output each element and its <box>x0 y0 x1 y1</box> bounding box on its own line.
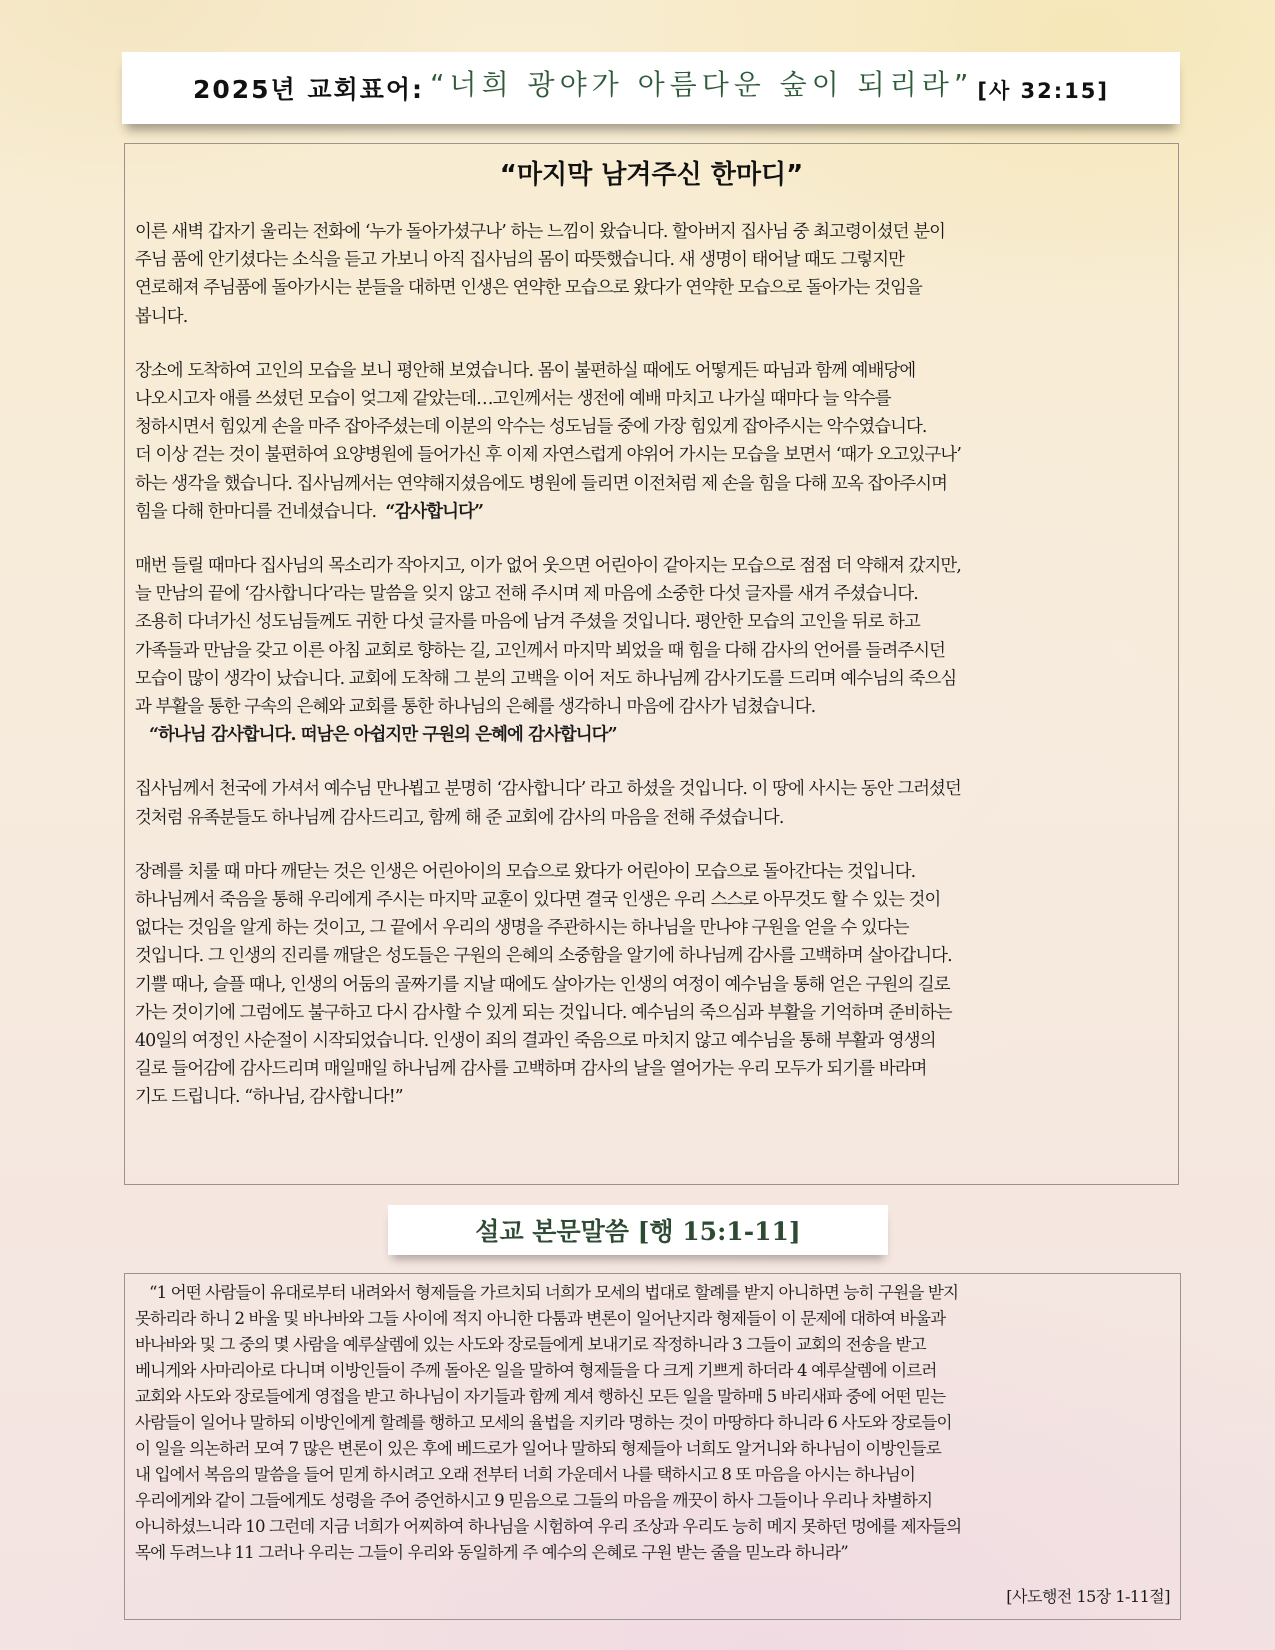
essay-line: 것입니다. 그 인생의 진리를 깨달은 성도들은 구원의 은혜의 소중함을 알기에 하나님께 감사를 고백하며 살아갑니다. <box>135 946 952 967</box>
scripture-line: 내 입에서 복음의 말씀을 들어 믿게 하시려고 오래 전부터 너희 가운데서 나를 택하시고 8 또 마음을 아시는 하나님이 <box>135 1465 915 1484</box>
scripture-line: 사람들이 일어나 말하되 이방인에게 할례를 행하고 모세의 율법을 지키라 명하는 것이 마땅하다 하니라 6 사도와 장로들이 <box>135 1413 952 1432</box>
essay-line: 연로해져 주님품에 돌아가시는 분들을 대하면 인생은 연약한 모습으로 왔다가 연약한 모습으로 돌아가는 것임을 <box>135 278 922 299</box>
church-motto-banner <box>122 52 1180 124</box>
essay-line: 하는 생각을 했습니다. 집사님께서는 연약해지셨음에도 병원에 들리면 이전처럼 제 손을 힘을 다해 꼬옥 잡아주시며 <box>135 473 948 494</box>
scripture-line: 우리에게와 같이 그들에게도 성령을 주어 증언하시고 9 믿음으로 그들의 마음을 깨끗이 하사 그들이나 우리나 차별하지 <box>135 1491 933 1510</box>
essay-line: 모습이 많이 생각이 났습니다. 교회에 도착해 그 분의 고백을 이어 저도 하나님께 감사기도를 드리며 예수님의 죽으심 <box>135 668 957 689</box>
farewell-quote: “하나님 감사합니다. 떠남은 아쉽지만 구원의 은혜에 감사합니다” <box>149 725 617 746</box>
essay-line: 더 이상 걷는 것이 불편하여 요양병원에 들어가신 후 이제 자연스럽게 야위어 가시는 모습을 보면서 ‘때가 오고있구나’ <box>135 445 961 466</box>
essay-line: 장례를 치룰 때 마다 깨닫는 것은 인생은 어린아이의 모습으로 왔다가 어린아이 모습으로 돌아간다는 것입니다. <box>135 861 916 882</box>
essay-line: 것처럼 유족분들도 하나님께 감사드리고, 함께 해 준 교회에 감사의 마음을 전해 주셨습니다. <box>135 807 784 828</box>
essay-line <box>135 498 1170 526</box>
scripture-body <box>135 1280 1175 1566</box>
essay-line: 장소에 도착하여 고인의 모습을 보니 평안해 보였습니다. 몸이 불편하실 때에도 어떻게든 따님과 함께 예배당에 <box>135 360 916 381</box>
scripture-line: 베니게와 사마리아로 다니며 이방인들이 주께 돌아온 일을 말하여 형제들을 다 크게 기쁘게 하더라 4 예루살렘에 이르러 <box>135 1361 937 1380</box>
essay-line: 하나님께서 죽음을 통해 우리에게 주시는 마지막 교훈이 있다면 결국 인생은 우리 스스로 아무것도 할 수 있는 것이 <box>135 890 941 911</box>
scripture-box <box>124 1273 1181 1620</box>
thanks-quote: “감사합니다” <box>385 501 484 522</box>
essay-closing-line: 기도 드립니다. “하나님, 감사합니다!” <box>135 1087 403 1108</box>
essay-line-text: 힘을 다해 한마디를 건네셨습니다. <box>135 501 377 522</box>
pastoral-essay-box <box>124 143 1179 1185</box>
essay-line: 길로 들어감에 감사드리며 매일매일 하나님께 감사를 고백하며 감사의 날을 열어가는 우리 모두가 되기를 바라며 <box>135 1059 927 1080</box>
scripture-line: 못하리라 하니 2 바울 및 바나바와 그들 사이에 적지 아니한 다툼과 변론이 일어난지라 형제들이 이 문제에 대하여 바울과 <box>135 1309 946 1328</box>
scripture-line: 이 일을 의논하러 모여 7 많은 변론이 있은 후에 베드로가 일어나 말하되 형제들아 너희도 알거니와 하나님이 이방인들로 <box>135 1439 941 1458</box>
sermon-title-banner: 설교 본문말씀 [행 15:1-11] <box>388 1205 888 1255</box>
motto-year-label: 2025년 교회표어: <box>193 75 425 104</box>
scripture-line: 아니하셨느니라 10 그런데 지금 너희가 어찌하여 하나님을 시험하여 우리 조상과 우리도 능히 메지 못하던 멍에를 제자들의 <box>135 1517 962 1536</box>
essay-line: 봅니다. <box>135 306 188 327</box>
essay-line: 기쁠 때나, 슬플 때나, 인생의 어둠의 골짜기를 지날 때에도 살아가는 인생의 여정이 예수님을 통해 얻은 구원의 길로 <box>135 974 950 995</box>
essay-line: 이른 새벽 갑자기 울리는 전화에 ‘누가 돌아가셨구나’ 하는 느낌이 왔습니다. 할아버지 집사님 중 최고령이셨던 분이 <box>135 222 946 242</box>
motto-reference: [사 32:15] <box>977 79 1109 103</box>
essay-line: 주님 품에 안기셨다는 소식을 듣고 가보니 아직 집사님의 몸이 따뜻했습니다. 새 생명이 태어날 때도 그렇지만 <box>135 250 904 271</box>
scripture-line: 목에 두려느냐 11 그러나 우리는 그들이 우리와 동일하게 주 예수의 은혜로 구원 받는 줄을 믿노라 하니라” <box>135 1543 848 1562</box>
scripture-source: [사도행전 15장 1-11절] <box>1006 1587 1170 1606</box>
essay-line: 가는 것이기에 그럼에도 불구하고 다시 감사할 수 있게 되는 것입니다. 예수님의 죽으심과 부활을 기억하며 준비하는 <box>135 1002 952 1023</box>
essay-line: 청하시면서 힘있게 손을 마주 잡아주셨는데 이분의 악수는 성도님들 중에 가장 힘있게 잡아주시는 악수였습니다. <box>135 417 927 438</box>
essay-line: 없다는 것임을 알게 하는 것이고, 그 끝에서 우리의 생명을 주관하시는 하나님을 만나야 구원을 얻을 수 있다는 <box>135 918 909 939</box>
essay-line: 매번 들릴 때마다 집사님의 목소리가 작아지고, 이가 없어 웃으면 어린아이 같아지는 모습으로 점점 더 약해져 갔지만, <box>135 556 961 577</box>
scripture-line: “1 어떤 사람들이 유대로부터 내려와서 형제들을 가르치되 너희가 모세의 법대로 할례를 받지 아니하면 능히 구원을 받지 <box>149 1283 959 1302</box>
essay-line: 과 부활을 통한 구속의 은혜와 교회를 통한 하나님의 은혜를 생각하니 마음에 감사가 넘쳤습니다. <box>135 697 816 718</box>
essay-line: 나오시고자 애를 쓰셨던 모습이 엊그제 같았는데…고인께서는 생전에 예배 마치고 나가실 때마다 늘 악수를 <box>135 389 891 410</box>
essay-line: 늘 만남의 끝에 ‘감사합니다’라는 말씀을 잊지 않고 전해 주시며 제 마음에 소중한 다섯 글자를 새겨 주셨습니다. <box>135 584 918 605</box>
essay-line: 40일의 여정인 사순절이 시작되었습니다. 인생이 죄의 결과인 죽음으로 마치지 않고 예수님을 통해 부활과 영생의 <box>135 1031 936 1052</box>
essay-body <box>135 218 1170 1112</box>
motto-text: “너희 광야가 아름다운 숲이 되리라” <box>430 68 974 101</box>
essay-line: 가족들과 만남을 갖고 이른 아침 교회로 향하는 길, 고인께서 마지막 뵈었을 때 힘을 다해 감사의 언어를 들려주시던 <box>135 640 946 661</box>
essay-line: 집사님께서 천국에 가셔서 예수님 만나뵙고 분명히 ‘감사합니다’ 라고 하셨을 것입니다. 이 땅에 사시는 동안 그러셨던 <box>135 779 961 800</box>
essay-title: “마지막 남겨주신 한마디” <box>499 160 804 190</box>
scripture-line: 바나바와 및 그 중의 몇 사람을 예루살렘에 있는 사도와 장로들에게 보내기로 작정하니라 3 그들이 교회의 전송을 받고 <box>135 1335 926 1354</box>
scripture-line: 교회와 사도와 장로들에게 영접을 받고 하나님이 자기들과 함께 계셔 행하신 모든 일을 말하매 5 바리새파 중에 어떤 믿는 <box>135 1387 946 1406</box>
essay-line: 조용히 다녀가신 성도님들께도 귀한 다섯 글자를 마음에 남겨 주셨을 것입니다. 평안한 모습의 고인을 뒤로 하고 <box>135 612 920 633</box>
